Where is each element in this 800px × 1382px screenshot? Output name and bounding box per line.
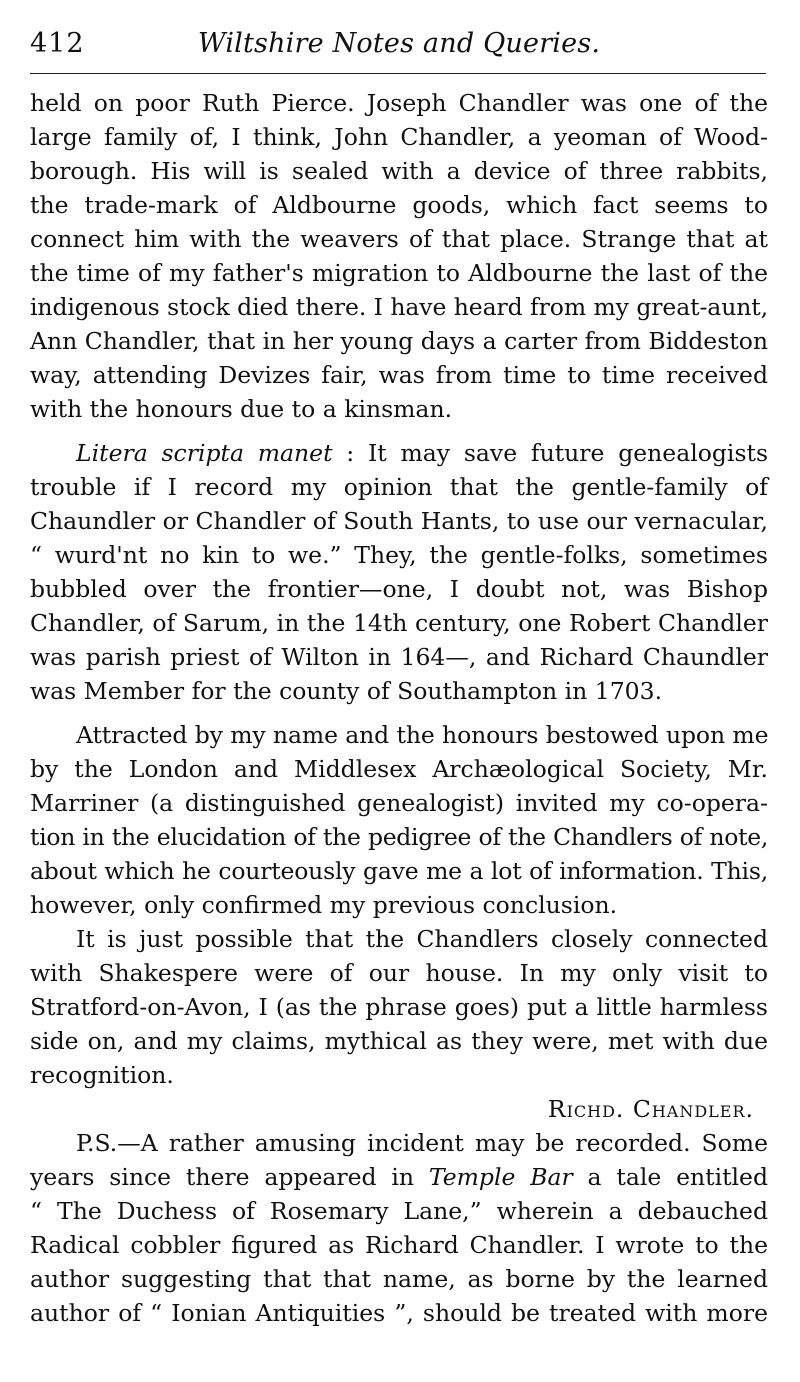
text-line: connect him with the weavers of that place. Strange that at: [30, 225, 768, 253]
text-run: : It may save future genealogists: [332, 439, 769, 467]
paragraph-1: [30, 86, 768, 426]
text-line: Radical cobbler figured as Richard Chandler. I wrote to the: [30, 1231, 768, 1259]
running-title: Wiltshire Notes and Queries.: [197, 28, 601, 59]
text-line: recognition.: [30, 1061, 174, 1089]
text-line: author of “ Ionian Antiquities ”, should be treated with more: [30, 1299, 768, 1327]
text-line: P.S.—A rather amusing incident may be recorded. Some: [76, 1129, 768, 1157]
text-line: by the London and Middlesex Archæological Society, Mr.: [30, 755, 768, 783]
text-line: [30, 1160, 768, 1194]
text-line: way, attending Devizes fair, was from time to time received: [30, 361, 768, 389]
text-line: the trade-mark of Aldbourne goods, which fact seems to: [30, 191, 768, 219]
postscript-paragraph: [30, 1126, 768, 1330]
text-line: large family of, I think, John Chandler, a yeoman of Wood-: [30, 123, 768, 151]
paragraph-3: [30, 718, 768, 922]
text-line: with the honours due to a kinsman.: [30, 395, 453, 423]
page-number: 412: [30, 28, 85, 59]
text-line: trouble if I record my opinion that the gentle-family of: [30, 473, 768, 501]
text-run: a tale entitled: [572, 1163, 769, 1191]
text-line: Chandler, of Sarum, in the 14th century, one Robert Chandler: [30, 609, 768, 637]
text-line: with Shakespere were of our house. In my only visit to: [30, 959, 768, 987]
paragraph-2: [30, 436, 768, 708]
page-header: [30, 22, 768, 68]
text-line: borough. His will is sealed with a device of three rabbits,: [30, 157, 768, 185]
header-rule: [30, 73, 766, 74]
text-line: [30, 436, 768, 470]
text-line: “ wurd'nt no kin to we.” They, the gentle-folks, sometimes: [30, 541, 768, 569]
text-line: It is just possible that the Chandlers closely connected: [76, 925, 768, 953]
text-line: the time of my father's migration to Aldbourne the last of the: [30, 259, 768, 287]
text-line: Chaundler or Chandler of South Hants, to use our vernacular,: [30, 507, 768, 535]
text-line: Marriner (a distinguished genealogist) invited my co-opera-: [30, 789, 768, 817]
text-line: Stratford-on-Avon, I (as the phrase goes) put a little harmless: [30, 993, 768, 1021]
text-line: Attracted by my name and the honours bestowed upon me: [76, 721, 769, 749]
text-line: was parish priest of Wilton in 164—, and Richard Chaundler: [30, 643, 768, 671]
text-line: side on, and my claims, mythical as they were, met with due: [30, 1027, 768, 1055]
text-line: bubbled over the frontier—one, I doubt not, was Bishop: [30, 575, 768, 603]
signature: Richd. Chandler.: [547, 1095, 754, 1123]
text-line: however, only confirmed my previous conclusion.: [30, 891, 618, 919]
text-line: indigenous stock died there. I have heard from my great-aunt,: [30, 293, 768, 321]
paragraph-4: [30, 922, 768, 1092]
text-line: “ The Duchess of Rosemary Lane,” wherein a debauched: [30, 1197, 768, 1225]
text-run: years since there appeared in: [30, 1163, 429, 1191]
text-line: was Member for the county of Southampton in 1703.: [30, 677, 663, 705]
text-line: Ann Chandler, that in her young days a carter from Biddeston: [30, 327, 768, 355]
italic-phrase: Litera scripta manet: [76, 439, 333, 467]
italic-phrase: Temple Bar: [428, 1163, 573, 1191]
text-line: tion in the elucidation of the pedigree of the Chandlers of note,: [30, 823, 768, 851]
page-body: [30, 86, 768, 1330]
text-line: about which he courteously gave me a lot of information. This,: [30, 857, 768, 885]
text-line: author suggesting that that name, as borne by the learned: [30, 1265, 768, 1293]
text-line: held on poor Ruth Pierce. Joseph Chandler was one of the: [30, 89, 768, 117]
